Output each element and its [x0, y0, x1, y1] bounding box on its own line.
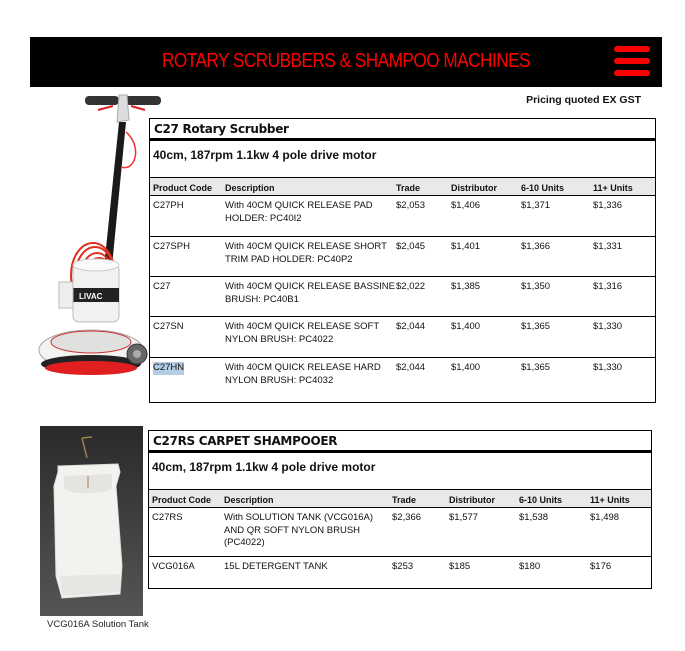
- price-trade: $2,053: [396, 200, 426, 211]
- price-distributor: $1,577: [449, 512, 479, 523]
- product-code: C27SN: [153, 321, 184, 332]
- column-header-trade: Trade: [396, 183, 421, 193]
- scrubber-logo-text: LIVAC: [79, 292, 103, 301]
- column-header-6-10-units: 6-10 Units: [521, 183, 565, 193]
- price-6-10-units: $1,350: [521, 281, 551, 292]
- price-distributor: $1,401: [451, 241, 481, 252]
- price-6-10-units: $1,365: [521, 362, 551, 373]
- c27rs-carpet-shampooer-table: [148, 430, 652, 589]
- price-trade: $2,022: [396, 281, 426, 292]
- price-11-plus-units: $1,336: [593, 200, 623, 211]
- table-header: [149, 490, 651, 508]
- price-11-plus-units: $176: [590, 561, 612, 572]
- column-header-distributor: Distributor: [451, 183, 497, 193]
- price-6-10-units: $1,538: [519, 512, 549, 523]
- product-title: C27 Rotary Scrubber: [150, 119, 655, 141]
- price-11-plus-units: $1,331: [593, 241, 623, 252]
- product-description: With 40CM QUICK RELEASE SHORT TRIM PAD HOLDER: PC40P2: [225, 241, 387, 265]
- product-code: C27RS: [152, 512, 183, 523]
- product-description: With 40CM QUICK RELEASE SOFT NYLON BRUSH: PC4022: [225, 321, 379, 345]
- c27-rotary-scrubber-table: [149, 118, 656, 403]
- price-11-plus-units: $1,330: [593, 321, 623, 332]
- table-row: [149, 557, 651, 579]
- table-row: [150, 237, 655, 277]
- price-distributor: $185: [449, 561, 471, 572]
- table-row: [150, 317, 655, 358]
- price-11-plus-units: $1,316: [593, 281, 623, 292]
- product-description: 15L DETERGENT TANK: [224, 561, 328, 572]
- column-header-code: Product Code: [152, 495, 212, 505]
- price-trade: $2,045: [396, 241, 426, 252]
- table-row: [149, 508, 651, 557]
- pricing-note: Pricing quoted EX GST: [526, 94, 641, 106]
- hamburger-menu-icon[interactable]: [614, 44, 650, 78]
- product-code: C27: [153, 281, 171, 292]
- menu-bar: [614, 46, 650, 52]
- product-code: C27HN: [153, 362, 185, 373]
- product-description: With 40CM QUICK RELEASE PAD HOLDER: PC40I2: [225, 200, 373, 224]
- table-row: [150, 196, 655, 237]
- column-header-6-10-units: 6-10 Units: [519, 495, 563, 505]
- product-code: C27PH: [153, 200, 184, 211]
- price-6-10-units: $180: [519, 561, 541, 572]
- page-banner: [30, 37, 662, 87]
- price-distributor: $1,400: [451, 362, 481, 373]
- table-row: [150, 358, 655, 407]
- solution-tank-image: [40, 426, 143, 616]
- price-6-10-units: $1,366: [521, 241, 551, 252]
- product-subtitle: 40cm, 187rpm 1.1kw 4 pole drive motor: [149, 453, 651, 490]
- price-11-plus-units: $1,330: [593, 362, 623, 373]
- product-subtitle: 40cm, 187rpm 1.1kw 4 pole drive motor: [150, 141, 655, 178]
- table-header: [150, 178, 655, 196]
- page-title: ROTARY SCRUBBERS & SHAMPOO MACHINES: [161, 50, 531, 72]
- price-distributor: $1,400: [451, 321, 481, 332]
- price-trade: $2,044: [396, 321, 426, 332]
- price-trade: $253: [392, 561, 414, 572]
- tank-image-caption: VCG016A Solution Tank: [47, 619, 149, 630]
- product-description: With SOLUTION TANK (VCG016A) AND QR SOFT NYLON BRUSH (PC4022): [224, 512, 374, 548]
- column-header-trade: Trade: [392, 495, 417, 505]
- price-11-plus-units: $1,498: [590, 512, 620, 523]
- price-distributor: $1,385: [451, 281, 481, 292]
- column-header-code: Product Code: [153, 183, 213, 193]
- product-code: C27SPH: [153, 241, 190, 252]
- product-description: With 40CM QUICK RELEASE BASSINE BRUSH: PC40B1: [225, 281, 395, 305]
- menu-bar: [614, 58, 650, 64]
- column-header-description: Description: [225, 183, 275, 193]
- column-header-11-plus-units: 11+ Units: [593, 183, 633, 193]
- column-header-distributor: Distributor: [449, 495, 495, 505]
- product-description: With 40CM QUICK RELEASE HARD NYLON BRUSH: PC4032: [225, 362, 381, 386]
- price-trade: $2,366: [392, 512, 422, 523]
- price-distributor: $1,406: [451, 200, 481, 211]
- table-row: [150, 277, 655, 317]
- column-header-11-plus-units: 11+ Units: [590, 495, 630, 505]
- price-6-10-units: $1,365: [521, 321, 551, 332]
- column-header-description: Description: [224, 495, 274, 505]
- product-code: VCG016A: [152, 561, 195, 572]
- product-title: C27RS CARPET SHAMPOOER: [149, 431, 651, 453]
- price-trade: $2,044: [396, 362, 426, 373]
- price-6-10-units: $1,371: [521, 200, 551, 211]
- menu-bar: [614, 70, 650, 76]
